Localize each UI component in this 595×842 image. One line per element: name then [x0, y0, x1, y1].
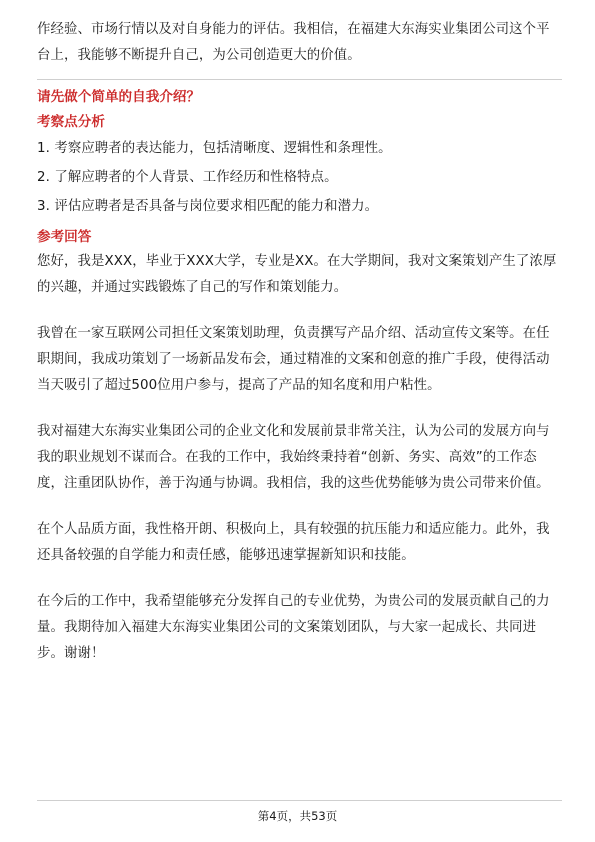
footer-divider: [37, 800, 562, 801]
answer-paragraph: 在今后的工作中，我希望能够充分发挥自己的专业优势，为贵公司的发展贡献自己的力量。我期待加入福建大东海实业集团公司的文案策划团队，与大家一起成长、共同进步。谢谢！: [37, 594, 550, 661]
answer-heading: 参考回答: [37, 229, 92, 245]
intro-paragraph: 作经验、市场行情以及对自身能力的评估。我相信，在福建大东海实业集团公司这个平台上，我能够不断提升自己，为公司创造更大的价值。: [37, 22, 550, 63]
analysis-heading: 考察点分析: [37, 114, 105, 130]
answer-paragraph: 我对福建大东海实业集团公司的企业文化和发展前景非常关注，认为公司的发展方向与我的职业规划不谋而合。在我的工作中，我始终秉持着“创新、务实、高效”的工作态度，注重团队协作，善于沟通与协调。我相信，我的这些优势能够为贵公司带来价值。: [37, 424, 550, 491]
paragraph-gap: [37, 569, 562, 589]
analysis-list: [37, 134, 562, 221]
page-content: [37, 17, 562, 667]
analysis-item: 3. 评估应聘者是否具备与岗位要求相匹配的能力和潜力。: [37, 199, 379, 214]
page-number: 第4页，共53页: [257, 809, 338, 823]
paragraph-gap: [37, 497, 562, 517]
answer-paragraph: 在个人品质方面，我性格开朗、积极向上，具有较强的抗压能力和适应能力。此外，我还具备较强的自学能力和责任感，能够迅速掌握新知识和技能。: [37, 522, 550, 563]
analysis-item: 2. 了解应聘者的个人背景、工作经历和性格特点。: [37, 170, 338, 185]
paragraph-gap: [37, 301, 562, 321]
paragraph-gap: [37, 399, 562, 419]
analysis-item: 1. 考察应聘者的表达能力，包括清晰度、逻辑性和条理性。: [37, 141, 392, 156]
answer-paragraph: 我曾在一家互联网公司担任文案策划助理，负责撰写产品介绍、活动宣传文案等。在任职期间，我成功策划了一场新品发布会，通过精准的文案和创意的推广手段，使得活动当天吸引了超过500位用户参与，提高了产品的知名度和用户粘性。: [37, 326, 550, 393]
question-title: 请先做个简单的自我介绍？: [37, 89, 201, 105]
answer-paragraph: 您好，我是XXX，毕业于XXX大学，专业是XX。在大学期间，我对文案策划产生了浓厚的兴趣，并通过实践锻炼了自己的写作和策划能力。: [37, 254, 557, 295]
section-divider: [37, 79, 562, 80]
